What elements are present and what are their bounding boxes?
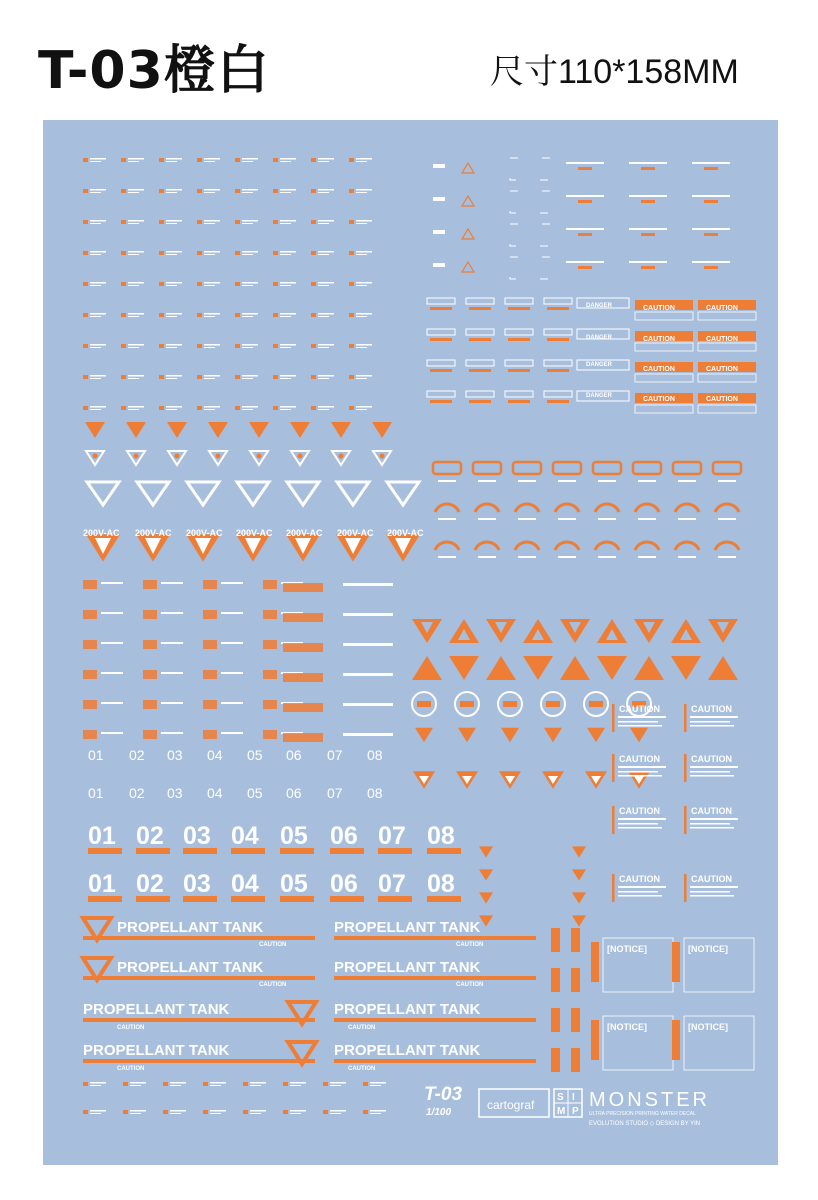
small-number: 07 (327, 747, 343, 763)
large-number: 05 (280, 870, 308, 898)
danger-word: DANGER (586, 335, 613, 341)
small-number: 04 (207, 785, 223, 801)
brand-scale: 1/100 (426, 1107, 452, 1118)
notice-labels (607, 944, 728, 1032)
caution-word: CAUTION (706, 396, 738, 403)
simp-letter: M (557, 1106, 566, 1117)
voltage-label: 200V-AC (135, 528, 172, 538)
simp-letter: I (572, 1092, 575, 1103)
large-numbers-row-1 (88, 822, 455, 850)
large-number: 06 (330, 822, 358, 850)
brand-studio: EVOLUTION STUDIO ◇ DESIGN BY YIN (589, 1121, 701, 1127)
danger-word: DANGER (586, 362, 613, 368)
large-number: 07 (378, 822, 406, 850)
caution-word: CAUTION (643, 305, 675, 312)
large-numbers-row-2 (88, 870, 455, 898)
caution-word: CAUTION (643, 366, 675, 373)
notice-word: [NOTICE] (607, 1022, 647, 1032)
caution-word: CAUTION (259, 942, 287, 948)
product-title: T-03橙白 (38, 41, 270, 101)
small-number: 01 (88, 785, 104, 801)
large-number: 08 (427, 870, 455, 898)
small-number: 04 (207, 747, 223, 763)
small-number: 06 (286, 785, 302, 801)
small-number: 07 (327, 785, 343, 801)
tank-label: PROPELLANT TANK (117, 919, 264, 936)
brand-name: MONSTER (589, 1089, 710, 1111)
simp-letter: S (557, 1092, 564, 1103)
voltage-label: 200V-AC (186, 528, 223, 538)
large-number: 05 (280, 822, 308, 850)
voltage-label: 200V-AC (337, 528, 374, 538)
small-number: 02 (129, 785, 145, 801)
large-number: 01 (88, 822, 116, 850)
notice-word: [NOTICE] (688, 1022, 728, 1032)
large-number: 02 (136, 870, 164, 898)
caution-headers (619, 305, 738, 884)
voltage-label: 200V-AC (387, 528, 424, 538)
caution-word: CAUTION (706, 336, 738, 343)
large-number: 07 (378, 870, 406, 898)
caution-word: CAUTION (619, 874, 660, 884)
small-number: 08 (367, 747, 383, 763)
decal-text-layer (43, 120, 778, 1165)
partner-logo: cartograf (487, 1098, 535, 1112)
small-number: 08 (367, 785, 383, 801)
large-number: 03 (183, 870, 211, 898)
caution-word: CAUTION (706, 305, 738, 312)
caution-word: CAUTION (691, 754, 732, 764)
voltage-label: 200V-AC (83, 528, 120, 538)
small-number: 01 (88, 747, 104, 763)
size-label: 尺寸110*158MM (490, 53, 739, 91)
caution-word: CAUTION (619, 754, 660, 764)
large-number: 06 (330, 870, 358, 898)
caution-word: CAUTION (117, 1025, 145, 1031)
brand-code: T-03 (424, 1084, 463, 1105)
caution-word: CAUTION (456, 942, 484, 948)
small-number: 02 (129, 747, 145, 763)
tank-label: PROPELLANT TANK (334, 1042, 481, 1059)
notice-word: [NOTICE] (607, 944, 647, 954)
large-number: 08 (427, 822, 455, 850)
small-number: 05 (247, 747, 263, 763)
caution-word: CAUTION (456, 982, 484, 988)
danger-labels (586, 303, 613, 399)
small-number: 05 (247, 785, 263, 801)
caution-word: CAUTION (691, 806, 732, 816)
caution-word: CAUTION (619, 806, 660, 816)
tank-label: PROPELLANT TANK (334, 1001, 481, 1018)
caution-word: CAUTION (643, 336, 675, 343)
tank-label: PROPELLANT TANK (83, 1042, 230, 1059)
danger-word: DANGER (586, 303, 613, 309)
voltage-label: 200V-AC (286, 528, 323, 538)
simp-letter: P (572, 1106, 579, 1117)
caution-word: CAUTION (117, 1066, 145, 1072)
voltage-label: 200V-AC (236, 528, 273, 538)
brand-block (424, 1084, 710, 1127)
decal-sheet (43, 120, 778, 1165)
tank-label: PROPELLANT TANK (334, 919, 481, 936)
tank-label: PROPELLANT TANK (83, 1001, 230, 1018)
large-number: 01 (88, 870, 116, 898)
small-number: 03 (167, 785, 183, 801)
caution-word: CAUTION (691, 704, 732, 714)
caution-word: CAUTION (691, 874, 732, 884)
caution-word: CAUTION (619, 704, 660, 714)
large-number: 04 (231, 822, 259, 850)
small-number: 03 (167, 747, 183, 763)
notice-word: [NOTICE] (688, 944, 728, 954)
caution-word: CAUTION (348, 1025, 376, 1031)
caution-word: CAUTION (259, 982, 287, 988)
large-number: 03 (183, 822, 211, 850)
caution-word: CAUTION (706, 366, 738, 373)
voltage-labels (83, 528, 424, 538)
small-number: 06 (286, 747, 302, 763)
small-numbers-row-1 (88, 747, 383, 763)
tank-label: PROPELLANT TANK (334, 959, 481, 976)
large-number: 02 (136, 822, 164, 850)
danger-word: DANGER (586, 393, 613, 399)
caution-word: CAUTION (348, 1066, 376, 1072)
large-number: 04 (231, 870, 259, 898)
propellant-tank-labels (83, 919, 483, 1072)
caution-word: CAUTION (643, 396, 675, 403)
tank-label: PROPELLANT TANK (117, 959, 264, 976)
brand-tagline: ULTRA PRECISION PRINTING WATER DECAL (589, 1111, 696, 1117)
small-numbers-row-2 (88, 785, 383, 801)
